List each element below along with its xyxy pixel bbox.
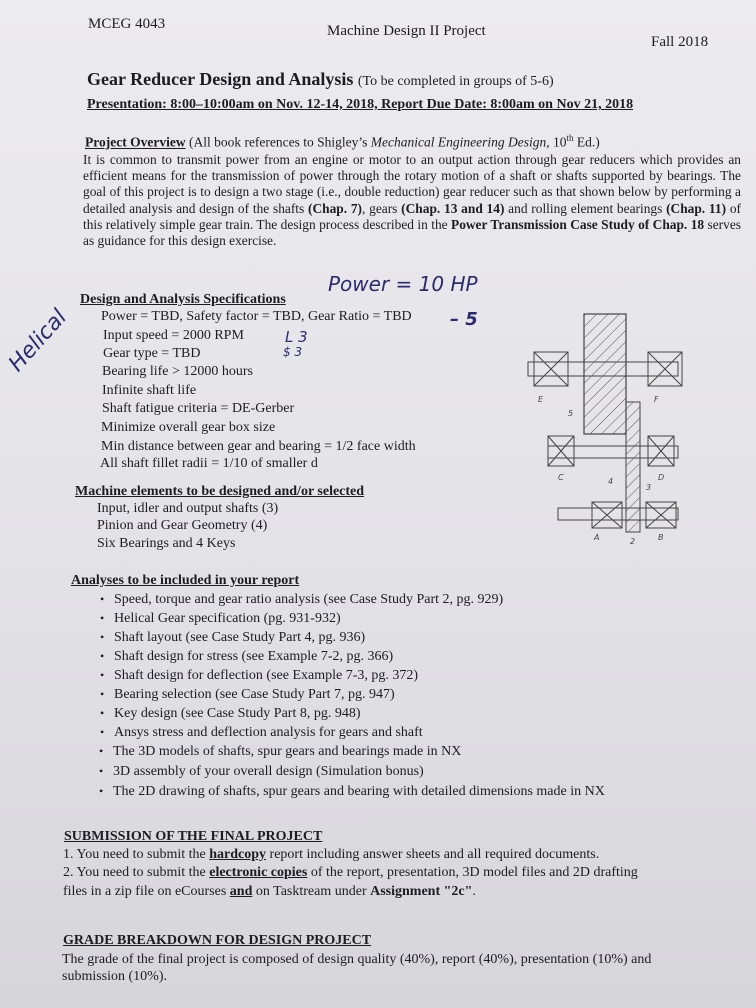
title-main: Gear Reducer Design and Analysis (87, 69, 354, 89)
overview-ref-book: Mechanical Engineering Design (370, 134, 547, 150)
overview-chap7: (Chap. 7) (308, 200, 363, 216)
presentation-dates: Presentation: 8:00–10:00am on Nov. 12-14, 2018, Report Due Date: 8:00am on Nov 21, 2018 (87, 97, 634, 112)
course-code: MCEG 4043 (88, 16, 166, 32)
submission-line-2: 2. You need to submit the electronic copies of the report, presentation, 3D model files and 2D drafting (63, 865, 638, 880)
analysis-item: • 3D assembly of your overall design (Simulation bonus) (99, 764, 424, 779)
overview-ref-sup: th (566, 133, 574, 143)
overview-ref-end: Ed.) (573, 134, 600, 150)
gear-reducer-diagram (508, 312, 684, 552)
overview-ref-suffix: , 10 (546, 134, 567, 150)
element-item: Pinion and Gear Geometry (4) (97, 518, 268, 533)
overview-chap1314: (Chap. 13 and 14) (401, 200, 505, 216)
overview-ref-prefix: (All book references to Shigley’s (188, 134, 371, 150)
diagram-label: 3 (646, 483, 652, 492)
submission-line-1: 1. You need to submit the hardcopy report including answer sheets and all required documents. (63, 847, 600, 862)
spec-item: Min distance between gear and bearing = 1/2 face width (101, 439, 416, 454)
page-title (87, 69, 554, 90)
handwritten-s3: $ 3 (283, 345, 303, 359)
bearing-a (592, 502, 622, 528)
analysis-item: • Shaft layout (see Case Study Part 4, pg. 936) (100, 630, 366, 645)
spec-item: Input speed = 2000 RPM (103, 328, 244, 343)
overview-text-5: serves as guidance for this design exercise. (83, 216, 741, 249)
bearing-f (648, 352, 682, 386)
analysis-item: • Helical Gear specification (pg. 931-932) (100, 611, 341, 626)
diagram-label: C (558, 473, 564, 482)
overview-paragraph (83, 152, 741, 249)
spec-item: Gear type = TBD (103, 346, 201, 361)
handwritten-helical: Helical (4, 305, 73, 377)
spec-item: Power = TBD, Safety factor = TBD, Gear Ratio = TBD (101, 309, 412, 324)
spec-item: Shaft fatigue criteria = DE-Gerber (102, 401, 295, 416)
overview-case-study: Power Transmission Case Study of Chap. 18 (451, 216, 705, 232)
title-group-note: (To be completed in groups of 5-6) (357, 74, 554, 89)
diagram-label: E (538, 395, 544, 404)
overview-chap11: (Chap. 11) (666, 200, 727, 216)
element-item: Six Bearings and 4 Keys (97, 536, 236, 551)
spec-item: Bearing life > 12000 hours (102, 364, 253, 379)
specs-heading: Design and Analysis Specifications (80, 292, 286, 307)
diagram-label: A (594, 533, 600, 542)
bearing-c (548, 436, 574, 466)
overview-text-4: of this relatively simple gear train. The design process described in the (83, 200, 741, 232)
handwritten-ratio: – 5 (450, 309, 478, 330)
diagram-label: B (658, 533, 664, 542)
overview-heading-line (85, 133, 600, 151)
overview-text-2: , gears (362, 200, 402, 216)
diagram-label: D (658, 473, 665, 482)
analysis-item: • Ansys stress and deflection analysis for gears and shaft (100, 725, 423, 740)
grade-line-1: The grade of the final project is composed of design quality (40%), report (40%), presentation (10%) and (62, 952, 652, 967)
project-name: Machine Design II Project (327, 23, 486, 39)
diagram-label: 4 (608, 477, 614, 486)
elements-heading: Machine elements to be designed and/or selected (75, 484, 365, 499)
analyses-heading: Analyses to be included in your report (71, 573, 300, 588)
analysis-item: • Bearing selection (see Case Study Part 7, pg. 947) (100, 687, 395, 702)
spec-item: Infinite shaft life (102, 383, 197, 398)
overview-heading: Project Overview (85, 134, 186, 150)
term: Fall 2018 (651, 34, 709, 50)
analysis-item: • Shaft design for deflection (see Example 7-3, pg. 372) (100, 668, 419, 683)
diagram-label: 5 (568, 409, 574, 418)
handwritten-l3: L 3 (285, 328, 308, 346)
overview-text-1: It is common to transmit power from an engine or motor to an output action through gear reducers which provides an efficient means for the transmission of power through the rotary motion of a shaft or shafts supported by bearings. The goal of this project is to design a two stage (i.e., double reduction) gear reducer such as that shown below by performing a detailed analysis and design of the shafts (83, 152, 741, 216)
handwritten-power: Power = 10 HP (328, 272, 478, 296)
grade-heading: GRADE BREAKDOWN FOR DESIGN PROJECT (63, 933, 372, 948)
analysis-item: • Speed, torque and gear ratio analysis (see Case Study Part 2, pg. 929) (100, 592, 504, 607)
bearing-b (646, 502, 676, 528)
analysis-item: • The 2D drawing of shafts, spur gears and bearing with detailed dimensions made in NX (99, 784, 605, 799)
spec-item: Minimize overall gear box size (101, 420, 276, 435)
analysis-item: • The 3D models of shafts, spur gears and bearings made in NX (99, 744, 462, 759)
grade-line-2: submission (10%). (62, 969, 167, 984)
overview-text-3: and rolling element bearings (504, 200, 667, 216)
spec-item: All shaft fillet radii = 1/10 of smaller d (100, 456, 318, 471)
diagram-label: 2 (630, 537, 636, 546)
analysis-item: • Key design (see Case Study Part 8, pg. 948) (100, 706, 361, 721)
bearing-e (534, 352, 568, 386)
gear-3 (626, 402, 640, 532)
submission-heading: SUBMISSION OF THE FINAL PROJECT (64, 829, 323, 844)
gear-5 (584, 314, 626, 434)
diagram-label: F (654, 395, 659, 404)
analysis-item: • Shaft design for stress (see Example 7-2, pg. 366) (100, 649, 394, 664)
submission-line-3: files in a zip file on eCourses and on Tasktream under Assignment "2c". (63, 884, 476, 899)
element-item: Input, idler and output shafts (3) (97, 501, 279, 516)
bearing-d (648, 436, 674, 466)
